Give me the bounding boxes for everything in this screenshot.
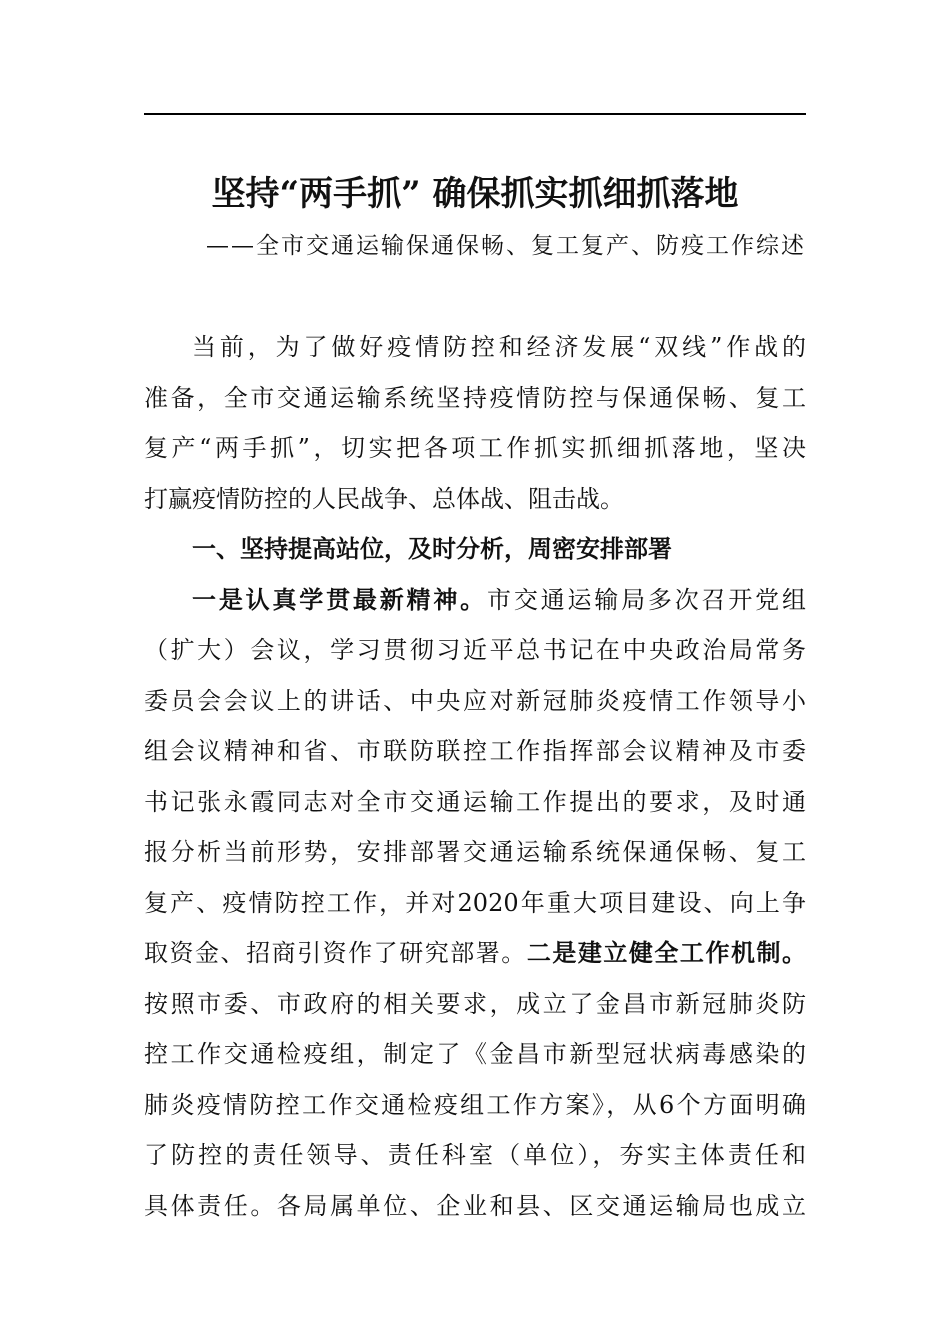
paragraph-line — [144, 575, 806, 626]
section-heading: 一、坚持提高站位，及时分析，周密安排部署 — [192, 535, 672, 563]
lead-phrase: 一是认真学贯最新精神。 — [192, 584, 487, 614]
document-body — [144, 322, 806, 1231]
paragraph-line: 了防控的责任领导、责任科室（单位），夯实主体责任和 — [144, 1141, 806, 1169]
lead-phrase: 二是建立健全工作机制。 — [526, 938, 807, 967]
paragraph-line: 复产、疫情防控工作，并对2020年重大项目建设、向上争 — [144, 888, 806, 917]
paragraph-line: 肺炎疫情防控工作交通检疫组工作方案》，从6个方面明确 — [144, 1090, 806, 1119]
paragraph-line: 书记张永霞同志对全市交通运输工作提出的要求，及时通 — [144, 787, 806, 816]
line-text: 取资金、招商引资作了研究部署。 — [144, 939, 527, 967]
paragraph-line: 委员会会议上的讲话、中央应对新冠肺炎疫情工作领导小 — [144, 686, 806, 715]
line-text: 市交通运输局多次召开党组 — [487, 585, 806, 614]
paragraph-line: 打赢疫情防控的人民战争、总体战、阻击战。 — [144, 484, 624, 513]
paragraph-line: 复产“两手抓”，切实把各项工作抓实抓细抓落地，坚决 — [144, 434, 806, 462]
paragraph-line: 控工作交通检疫组，制定了《金昌市新型冠状病毒感染的 — [144, 1040, 806, 1068]
paragraph-line — [144, 928, 806, 979]
paragraph-line: 按照市委、市政府的相关要求，成立了金昌市新冠肺炎防 — [144, 989, 806, 1018]
paragraph-line: 准备，全市交通运输系统坚持疫情防控与保通保畅、复工 — [144, 383, 806, 412]
paragraph-line: 组会议精神和省、市联防联控工作指挥部会议精神及市委 — [144, 737, 806, 765]
document-title: 坚持“两手抓” 确保抓实抓细抓落地 — [211, 174, 739, 214]
paragraph-line: 报分析当前形势，安排部署交通运输系统保通保畅、复工 — [144, 838, 806, 866]
document-subtitle: ——全市交通运输保通保畅、复工复产、防疫工作综述 — [206, 233, 806, 259]
header-rule — [144, 113, 806, 115]
paragraph-line: （扩大）会议，学习贯彻习近平总书记在中央政治局常务 — [144, 636, 806, 664]
paragraph-line: 具体责任。各局属单位、企业和县、区交通运输局也成立 — [144, 1191, 806, 1220]
paragraph-line: 当前，为了做好疫情防控和经济发展“双线”作战的 — [192, 333, 806, 361]
